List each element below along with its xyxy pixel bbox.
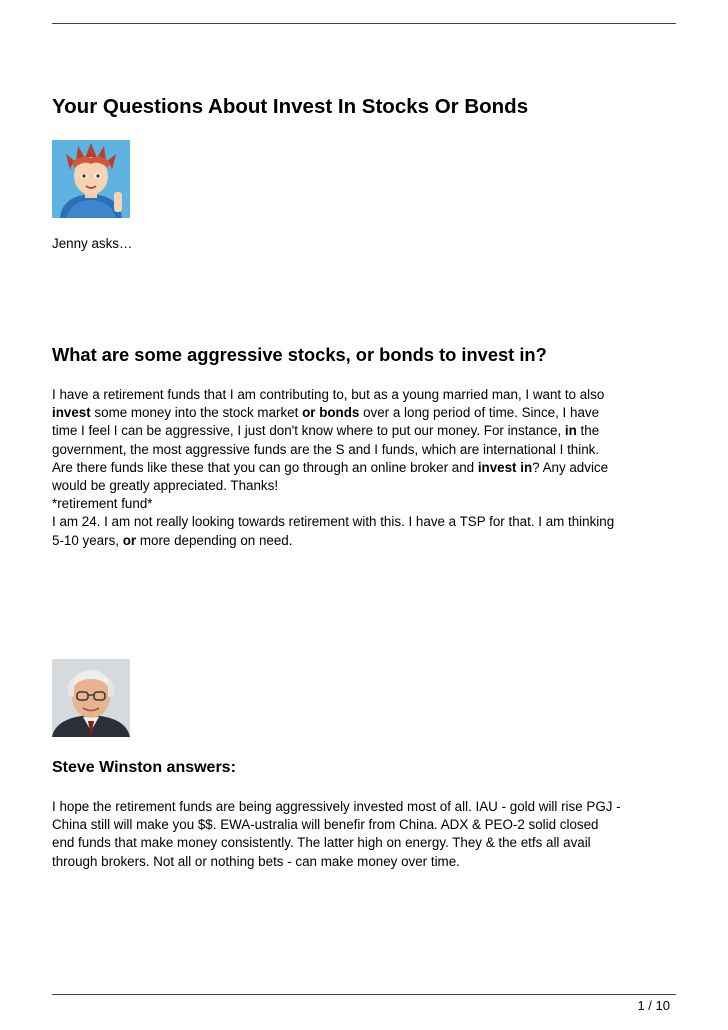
answerer-heading: Steve Winston answers: [52, 759, 236, 776]
text-segment: 5-10 years, [52, 532, 123, 548]
text-segment: I am 24. I am not really looking towards retirement with this. I have a TSP for that. I am thinking [52, 514, 615, 530]
text-segment: I hope the retirement funds are being aggressively invested most of all. IAU - gold will rise PGJ - [52, 799, 621, 814]
text-segment: over a long period of time. Since, I have [359, 405, 600, 421]
text-line [52, 853, 682, 871]
bold-keyword: or [122, 532, 137, 548]
page-number: 1 / 10 [637, 998, 670, 1013]
bold-keyword: or bonds [302, 405, 360, 421]
text-segment: Are there funds like these that you can go through an online broker and [52, 459, 478, 475]
text-line [52, 798, 682, 816]
question-heading: What are some aggressive stocks, or bonds to invest in? [52, 344, 547, 365]
text-segment: China still will make you $$. EWA-ustralia will benefir from China. ADX & PEO-2 solid closed [52, 817, 599, 833]
text-segment: more depending on need. [136, 532, 293, 548]
text-line [52, 422, 682, 440]
text-segment: end funds that make money consistently. The latter high on energy. They & the etfs all avail [52, 835, 591, 851]
text-segment: I have a retirement funds that I am contributing to, but as a young married man, I want to also [52, 387, 605, 402]
text-segment: some money into the stock market [90, 405, 303, 421]
text-line [52, 441, 682, 459]
text-segment: ? Any advice [532, 459, 609, 475]
elderly-man-portrait-icon [52, 659, 130, 737]
text-line [52, 532, 682, 550]
cartoon-girl-avatar-icon [52, 140, 130, 218]
text-line [52, 459, 682, 477]
text-line [52, 513, 682, 531]
page-title: Your Questions About Invest In Stocks Or Bonds [52, 95, 529, 118]
text-line [52, 816, 682, 834]
answerer-avatar [52, 659, 130, 737]
bold-keyword: invest in [477, 459, 533, 475]
text-line [52, 495, 682, 513]
header-rule [52, 23, 676, 24]
question-body [52, 386, 682, 550]
text-line [52, 404, 682, 422]
text-segment: through brokers. Not all or nothing bets - can make money over time. [52, 853, 460, 869]
text-segment: would be greatly appreciated. Thanks! [52, 478, 279, 494]
asker-label: Jenny asks… [52, 236, 133, 251]
text-line [52, 386, 682, 404]
text-segment: time I feel I can be aggressive, I just don't know where to put our money. For instance, [52, 423, 565, 439]
bold-keyword: invest [52, 405, 91, 421]
text-line [52, 834, 682, 852]
bold-keyword: in [564, 423, 577, 439]
text-line [52, 477, 682, 495]
asker-avatar [52, 140, 130, 218]
text-segment: government, the most aggressive funds are the S and I funds, which are international I think. [52, 441, 600, 457]
text-segment: *retirement fund* [52, 496, 153, 512]
answer-body [52, 798, 682, 871]
footer-rule [52, 994, 676, 995]
text-segment: the [576, 423, 600, 439]
